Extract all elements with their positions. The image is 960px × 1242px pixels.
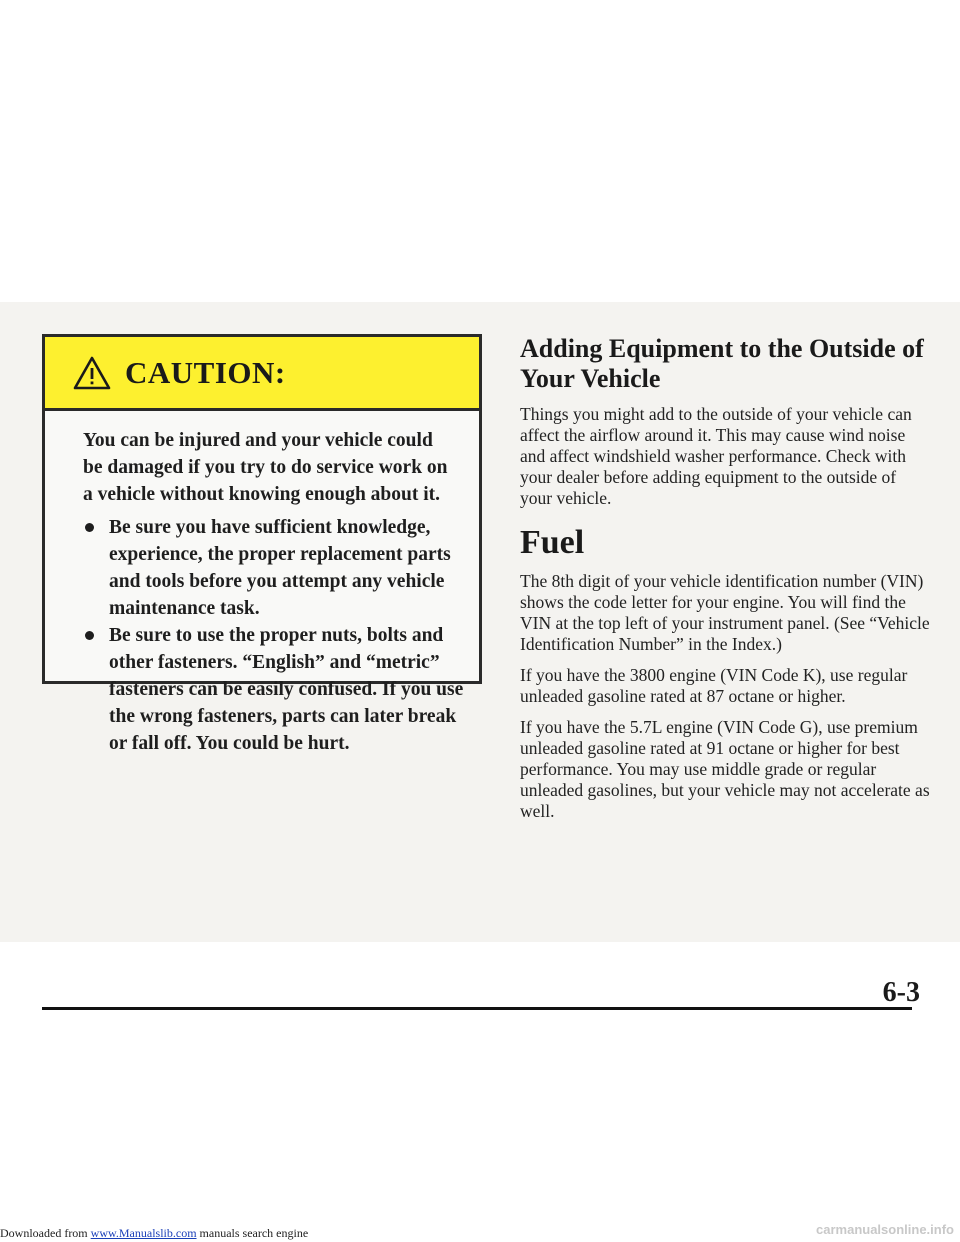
- caution-list: [83, 514, 464, 757]
- equipment-text: Things you might add to the outside of your vehicle can affect the airflow around it. This may cause wind noise and affect windshield washer performance. Check with your dealer before adding equipment to the outside of your vehicle.: [520, 404, 912, 508]
- fuel-paragraph-57l: If you have the 5.7L engine (VIN Code G), use premium unleaded gasoline rated at 91 octane or higher for best performance. You may use middle grade or regular unleaded gasolines, but your vehicle may not accelerate as well.: [520, 717, 930, 821]
- right-column: [520, 334, 930, 832]
- caution-intro: You can be injured and your vehicle could be damaged if you try to do service work on a vehicle without knowing enough about it.: [83, 430, 448, 505]
- equipment-heading: Adding Equipment to the Outside of Your Vehicle: [520, 334, 924, 393]
- caution-header: [45, 337, 479, 411]
- fuel-paragraph-vin: The 8th digit of your vehicle identification number (VIN) shows the code letter for your engine. You will find the VIN at the top left of your instrument panel. (See “Vehicle Identification Number” in the Index.): [520, 571, 930, 654]
- caution-title: CAUTION:: [125, 354, 286, 390]
- caution-body: [45, 411, 479, 757]
- caution-box: [42, 334, 482, 754]
- caution-item-fasteners: [83, 622, 469, 757]
- warning-triangle-icon: [73, 356, 111, 390]
- download-banner: [0, 1226, 308, 1241]
- bullet-icon: [85, 631, 94, 640]
- page-number: 6-3: [882, 977, 920, 1008]
- watermark: carmanualsonline.info: [816, 1222, 954, 1237]
- footer-rule: [42, 1007, 912, 1010]
- manualslib-link[interactable]: www.Manualslib.com: [90, 1226, 197, 1240]
- fuel-heading: Fuel: [520, 524, 585, 561]
- caution-item-text: Be sure you have sufficient knowledge, experience, the proper replacement parts and tools before you attempt any vehicle maintenance task.: [109, 517, 451, 619]
- caution-item-text: Be sure to use the proper nuts, bolts and other fasteners. “English” and “metric” fasteners can be easily confused. If you use the wrong fasteners, parts can later break or fall off. You could be hurt.: [109, 625, 464, 754]
- bullet-icon: [85, 523, 94, 532]
- banner-suffix: manuals search engine: [199, 1226, 309, 1240]
- caution-item-knowledge: [83, 514, 469, 622]
- banner-prefix: Downloaded from: [0, 1226, 88, 1240]
- fuel-paragraph-3800: If you have the 3800 engine (VIN Code K), use regular unleaded gasoline rated at 87 octane or higher.: [520, 665, 908, 706]
